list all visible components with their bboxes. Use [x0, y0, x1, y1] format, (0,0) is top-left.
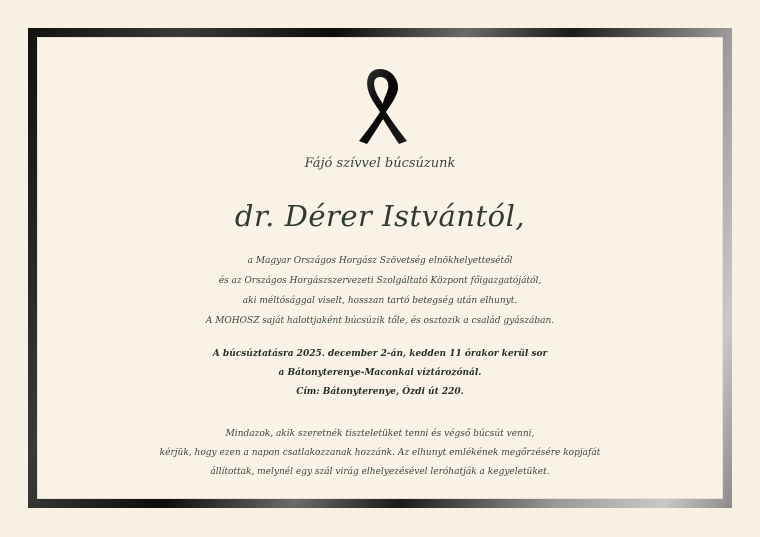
tribute-line: aki méltósággal viselt, hosszan tartó betegség után elhunyt. [242, 296, 518, 306]
closing-line: Mindazok, akik szeretnék tiszteletüket tenni és végső búcsút venni, [225, 429, 535, 439]
condolence-card [37, 37, 723, 499]
closing-line: kérjük, hogy ezen a napon csatlakozzanak hozzánk. Az elhunyt emlékének megőrzésére kopjafát [159, 448, 601, 458]
closing-line: állítottak, melynél egy szál virág elhelyezésével leróhatják a kegyeletüket. [210, 467, 550, 477]
closing-paragraph [37, 425, 723, 482]
deceased-name: dr. Dérer Istvántól, [234, 199, 526, 233]
intro-text: Fájó szívvel búcsúzunk [304, 156, 456, 171]
black-silver-frame [28, 28, 732, 508]
ceremony-line: A búcsúztatásra 2025. december 2-án, kedden 11 órakor kerül sor [212, 349, 548, 359]
tribute-line: A MOHOSZ saját halottjaként búcsúzik tőle, és osztozik a család gyászában. [205, 316, 555, 326]
tribute-line: és az Országos Horgászszervezeti Szolgáltató Központ főigazgatójától, [218, 276, 542, 286]
ceremony-details [37, 345, 723, 402]
mourning-ribbon-icon [353, 65, 407, 145]
tribute-line: a Magyar Országos Horgász Szövetség elnökhelyettesétől [247, 256, 513, 266]
ceremony-line: a Bátonyterenye-Maconkai víztározónál. [278, 368, 482, 378]
tribute-paragraph [37, 251, 723, 331]
ceremony-address: Cím: Bátonyterenye, Ózdi út 220. [296, 387, 464, 397]
